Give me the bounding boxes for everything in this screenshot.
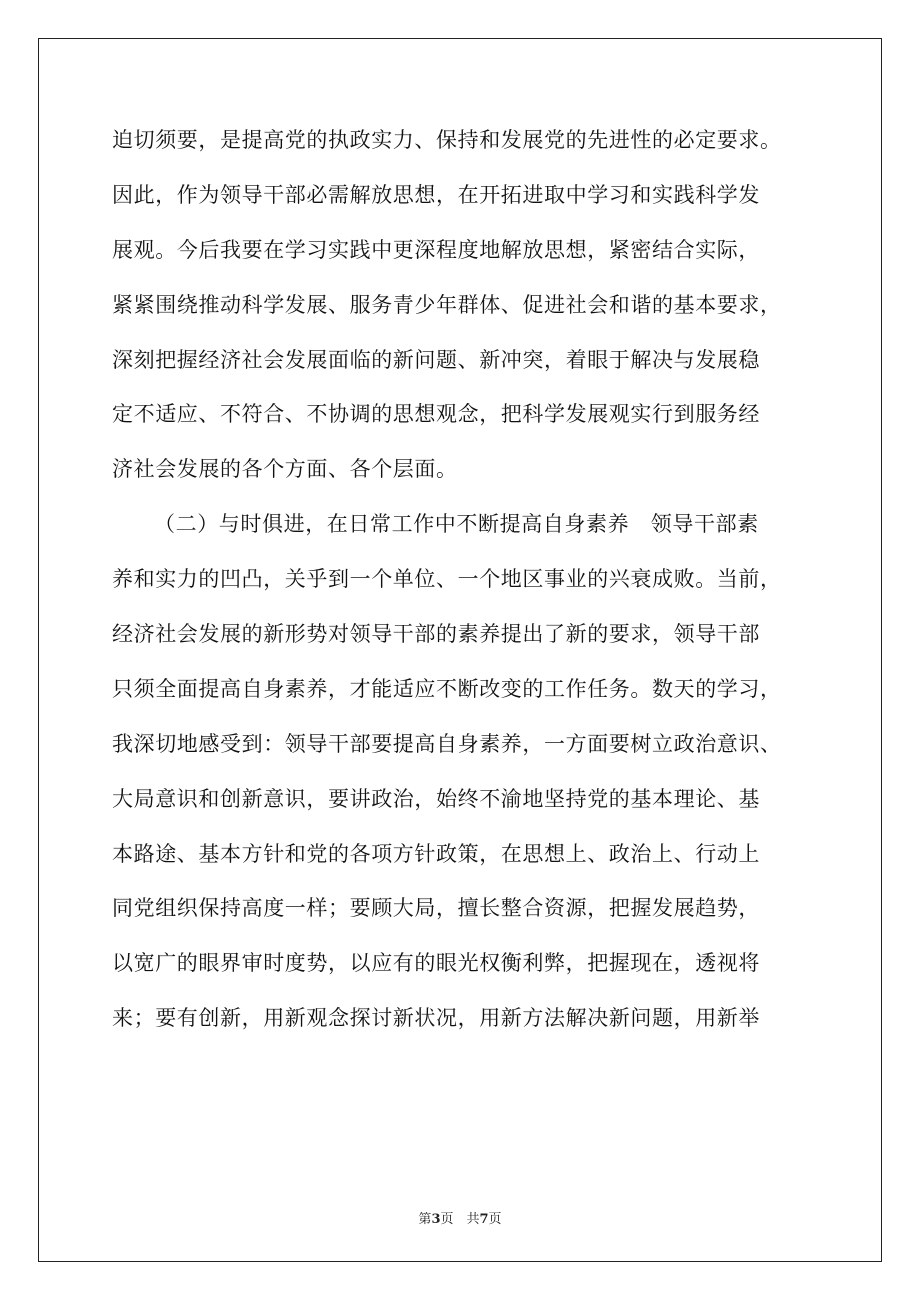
page-mid-text: 页 共	[440, 1212, 480, 1227]
text-line: 经济社会发展的新形势对领导干部的素养提出了新的要求，领导干部	[112, 622, 760, 647]
text-line: 定不适应、不符合、不协调的思想观念，把科学发展观实行到服务经	[112, 402, 760, 427]
page-prefix: 第	[418, 1212, 432, 1227]
total-page-number: 7	[479, 1212, 489, 1227]
text-line: 来；要有创新，用新观念探讨新状况，用新方法解决新问题，用新举	[112, 1006, 760, 1031]
text-line: 同党组织保持高度一样；要顾大局，擅长整合资源，把握发展趋势，	[112, 896, 760, 921]
text-line: 济社会发展的各个方面、各个层面。	[112, 457, 458, 482]
text-line: 紧紧围绕推动科学发展、服务青少年群体、促进社会和谐的基本要求，	[112, 292, 782, 317]
text-line: 我深切地感受到：领导干部要提高自身素养，一方面要树立政治意识、	[112, 731, 782, 756]
page-footer	[0, 1208, 920, 1227]
text-line: 只须全面提高自身素养，才能适应不断改变的工作任务。数天的学习，	[112, 676, 782, 701]
text-line: 大局意识和创新意识，要讲政治，始终不渝地坚持党的基本理论、基	[112, 786, 760, 811]
document-body	[112, 120, 832, 1053]
text-line: 迫切须要，是提高党的执政实力、保持和发展党的先进性的必定要求。	[112, 128, 782, 152]
text-line: 以宽广的眼界审时度势，以应有的眼光权衡利弊，把握现在，透视将	[112, 951, 760, 976]
section-heading-line: （二）与时俱进，在日常工作中不断提高自身素养 领导干部素	[154, 512, 759, 537]
text-line: 展观。今后我要在学习实践中更深程度地解放思想，紧密结合实际，	[112, 237, 760, 262]
current-page-number: 3	[431, 1212, 441, 1227]
text-line: 因此，作为领导干部必需解放思想，在开拓进取中学习和实践科学发	[112, 182, 760, 207]
text-line: 养和实力的凹凸，关乎到一个单位、一个地区事业的兴衰成败。当前，	[112, 567, 782, 592]
text-line: 深刻把握经济社会发展面临的新问题、新冲突，着眼于解决与发展稳	[112, 347, 760, 372]
page-suffix: 页	[488, 1212, 502, 1227]
text-line: 本路途、基本方针和党的各项方针政策，在思想上、政治上、行动上	[112, 841, 760, 866]
